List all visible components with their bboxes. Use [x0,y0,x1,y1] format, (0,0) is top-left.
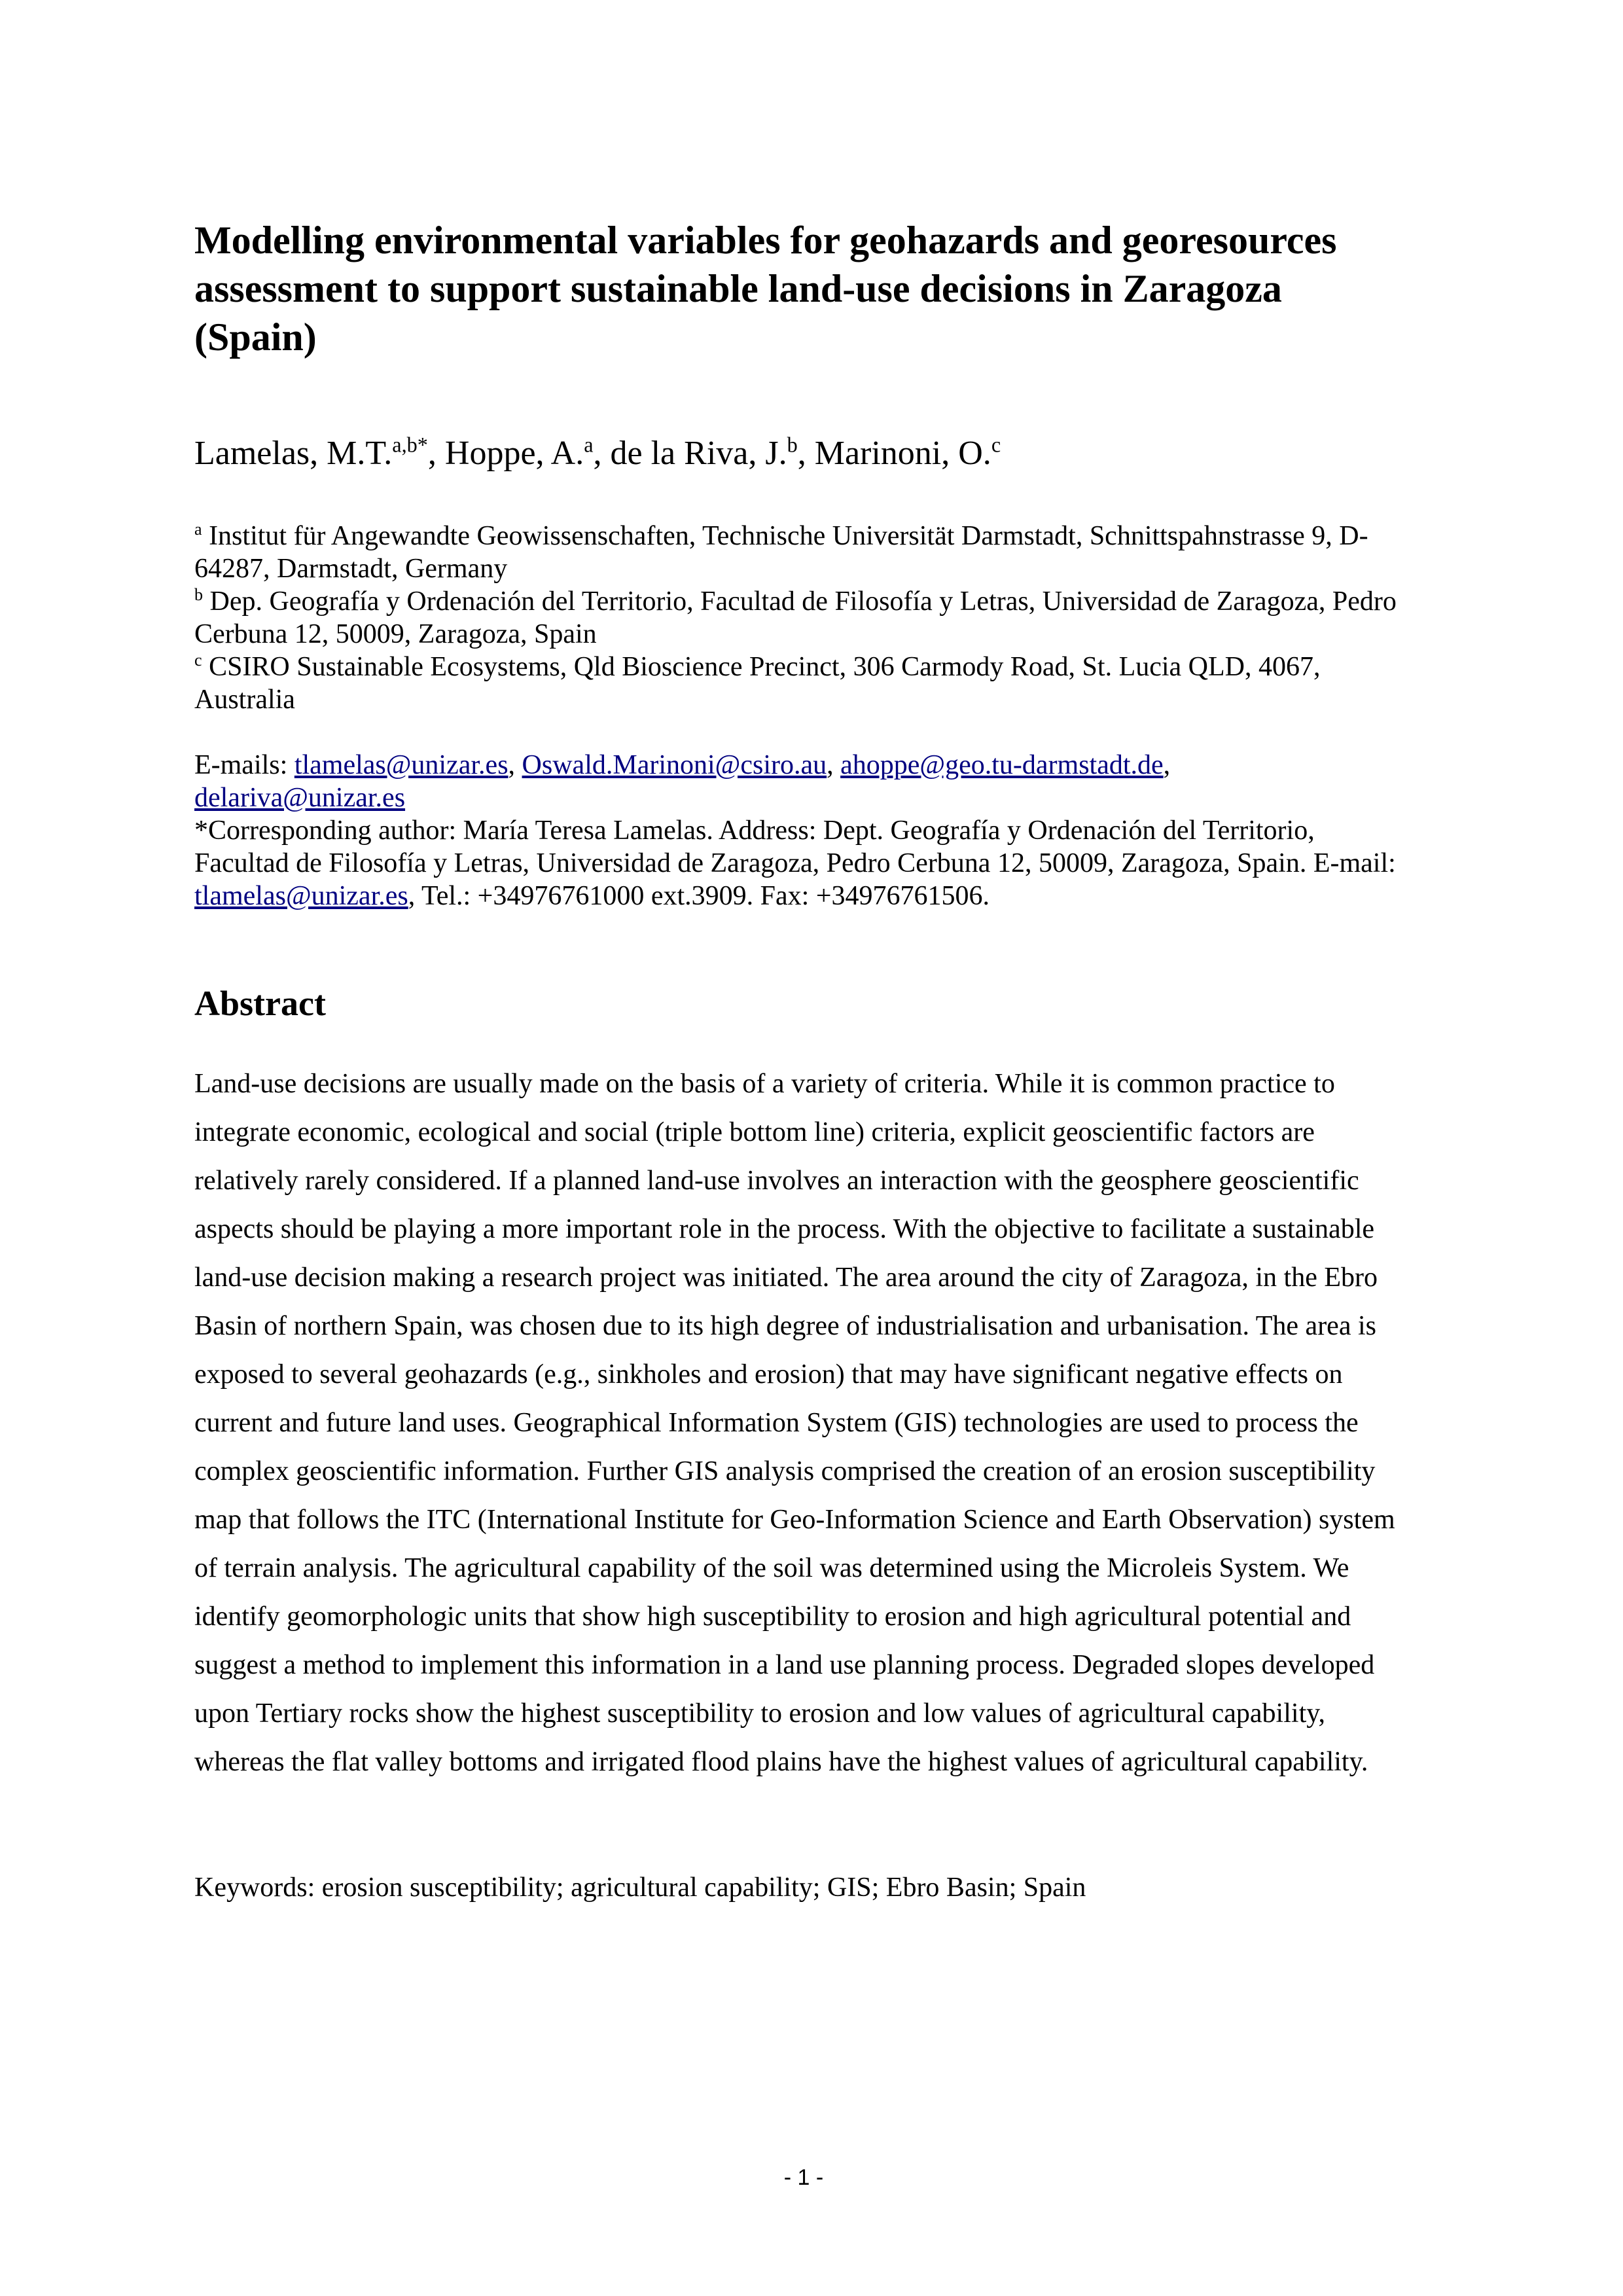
author-affiliation-superscript: c [991,433,1001,457]
email-link[interactable]: Oswald.Marinoni@csiro.au [522,750,827,780]
keywords: Keywords: erosion susceptibility; agricultural capability; GIS; Ebro Basin; Spain [194,1873,1086,1903]
corresponding-email-link[interactable]: tlamelas@unizar.es [194,881,408,911]
affiliation-marker: c [194,651,202,670]
email-list [194,749,1413,814]
author-affiliation-superscript: a [584,433,594,457]
affiliation [194,651,1413,716]
author-name: , de la Riva, J. [593,435,787,472]
author-name: , Marinoni, O. [797,435,991,472]
email-separator: , [508,750,522,780]
contact-block [194,749,1413,912]
affiliation [194,585,1413,651]
author-list [194,433,1413,474]
email-link[interactable]: tlamelas@unizar.es [294,750,508,780]
email-separator: , [1163,750,1171,780]
affiliation-marker: b [194,585,204,604]
corresponding-author-text: *Corresponding author: María Teresa Lamelas. Address: Dept. Geografía y Ordenación del Territorio, Facultad de Filosofía y Letras, Universidad de Zaragoza, Pedro Cerbuna 12, 50009, Zaragoza, Spain. E-mail: [194,816,1396,878]
email-list-first-line [194,750,1170,780]
abstract-heading: Abstract [194,984,326,1023]
corresponding-author-note [194,814,1413,912]
affiliation-text: Institut für Angewandte Geowissenschaften, Technische Universität Darmstadt, Schnittspahnstrasse 9, D-64287, Darmstadt, Germany [194,521,1368,584]
page-number: - 1 - [783,2165,824,2190]
paper-title-line: Modelling environmental variables for geohazards and georesources [194,219,1337,262]
affiliation [194,520,1413,585]
paper-title [194,216,1413,361]
affiliations [194,520,1413,716]
email-link[interactable]: delariva@unizar.es [194,783,406,813]
affiliation-text: Dep. Geografía y Ordenación del Territorio, Facultad de Filosofía y Letras, Universidad de Zaragoza, Pedro Cerbuna 12, 50009, Zaragoza, Spain [194,586,1397,649]
corresponding-author-text: , Tel.: +34976761000 ext.3909. Fax: +34976761506. [408,881,990,911]
email-separator: , [827,750,841,780]
affiliation-text: CSIRO Sustainable Ecosystems, Qld Bioscience Precinct, 306 Carmody Road, St. Lucia QLD, 4067, Australia [194,652,1321,715]
author-name: Lamelas, M.T. [194,435,393,472]
affiliation-marker: a [194,520,202,539]
author-name: , Hoppe, A. [427,435,584,472]
page-content [194,216,1413,1904]
paper-title-line: (Spain) [194,315,317,359]
paper-title-line: assessment to support sustainable land-use decisions in Zaragoza [194,267,1282,310]
abstract-text: Land-use decisions are usually made on the basis of a variety of criteria. While it is common practice to integrate economic, ecological and social (triple bottom line) criteria, explicit geoscientific factors are relatively rarely considered. If a planned land-use involves an interaction with the geosphere geoscientific aspects should be playing a more important role in the process. With the objective to facilitate a sustainable land-use decision making a research project was initiated. The area around the city of Zaragoza, in the Ebro Basin of northern Spain, was chosen due to its high degree of industrialisation and urbanisation. The area is exposed to several geohazards (e.g., sinkholes and erosion) that may have significant negative effects on current and future land uses. Geographical Information System (GIS) technologies are used to process the complex geoscientific information. Further GIS analysis comprised the creation of an erosion susceptibility map that follows the ITC (International Institute for Geo-Information Science and Earth Observation) system of terrain analysis. The agricultural capability of the soil was determined using the Microleis System. We identify geomorphologic units that show high susceptibility to erosion and high agricultural potential and suggest a method to implement this information in a land use planning process. Degraded slopes developed upon Tertiary rocks show the highest susceptibility to erosion and low values of agricultural capability, whereas the flat valley bottoms and irrigated flood plains have the highest values of agricultural capability. [194,1069,1395,1777]
email-list-label: E-mails: [194,750,294,780]
email-link[interactable]: ahoppe@geo.tu-darmstadt.de [840,750,1164,780]
author-affiliation-superscript: a,b* [392,433,428,457]
author-affiliation-superscript: b [787,433,798,457]
